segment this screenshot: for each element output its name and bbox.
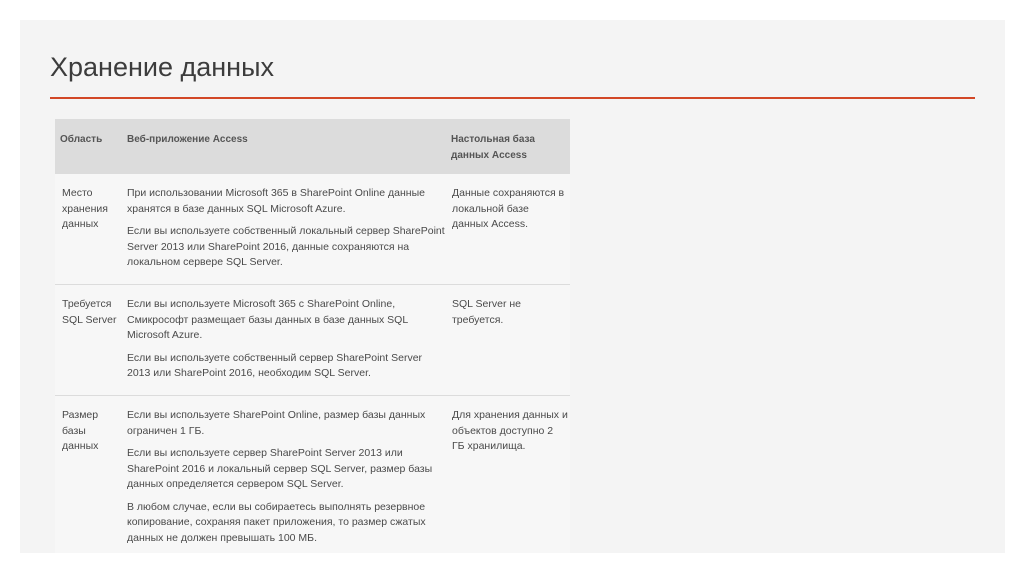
title-underline bbox=[50, 97, 975, 99]
slide bbox=[20, 20, 1005, 553]
web-paragraph: В любом случае, если вы собираетесь выполнять резервное копирование, сохраняя пакет приложения, то размер сжатых данных не должен превышать 100 МБ. bbox=[127, 500, 426, 544]
slide-title: Хранение данных bbox=[50, 52, 274, 82]
row-desktop-cell: Данные сохраняются в локальной базе данных Access. bbox=[452, 187, 565, 230]
header-area: Область bbox=[60, 134, 103, 145]
table-row bbox=[55, 285, 570, 396]
header-web-app: Веб-приложение Access bbox=[127, 134, 248, 145]
web-paragraph: Если вы используете SharePoint Online, размер базы данных ограничен 1 ГБ. bbox=[127, 409, 426, 437]
web-paragraph: Если вы используете собственный сервер SharePoint Server 2013 или SharePoint 2016, необходим SQL Server. bbox=[127, 351, 423, 379]
row-area-cell: Размер базы данных bbox=[62, 409, 99, 452]
row-web-cell bbox=[127, 186, 445, 278]
web-paragraph: При использовании Microsoft 365 в SharePoint Online данные хранятся в базе данных SQL Microsoft Azure. bbox=[127, 187, 425, 215]
table-row bbox=[55, 396, 570, 553]
row-web-cell bbox=[127, 408, 445, 553]
header-desktop-db: Настольная база данных Access bbox=[451, 134, 535, 161]
web-paragraph: Если вы используете сервер SharePoint Server 2013 или SharePoint 2016 и локальный сервер SQL Server, размер базы данных определяется сервером SQL Server. bbox=[127, 447, 433, 490]
row-desktop-cell: Для хранения данных и объектов доступно 2 ГБ хранилища. bbox=[452, 409, 568, 452]
table-header-row bbox=[55, 119, 570, 174]
row-web-cell bbox=[127, 297, 445, 389]
row-area-cell: Требуется SQL Server bbox=[62, 298, 117, 326]
table-row bbox=[55, 174, 570, 285]
comparison-table bbox=[55, 119, 570, 553]
row-area-cell: Место хранения данных bbox=[62, 187, 108, 230]
web-paragraph: Если вы используете собственный локальный сервер SharePoint Server 2013 или SharePoint 2016, данные сохраняются на локальном сервере SQL Server. bbox=[127, 225, 445, 268]
row-desktop-cell: SQL Server не требуется. bbox=[452, 298, 522, 326]
web-paragraph: Если вы используете Microsoft 365 с SharePoint Online, Смикрософт размещает базы данных в базе данных SQL Microsoft Azure. bbox=[127, 298, 408, 341]
